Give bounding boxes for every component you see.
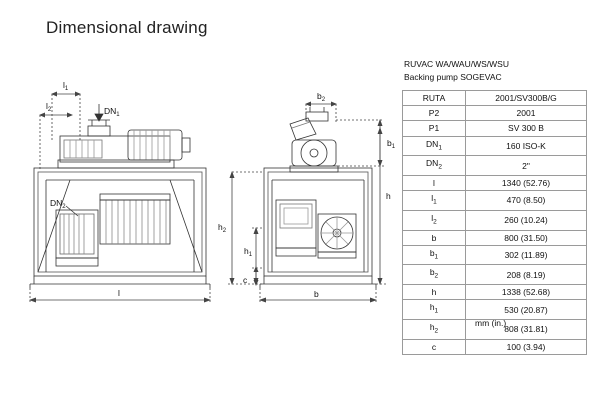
dim-l2 — [39, 113, 73, 171]
table-row — [403, 191, 587, 211]
front-view-cooler — [100, 194, 170, 244]
row-value-l1: 470 (8.50) — [466, 191, 587, 211]
row-value-b1: 302 (11.89) — [466, 245, 587, 265]
dim-l — [29, 288, 211, 304]
row-value-c: 100 (3.94) — [466, 339, 587, 354]
front-view-backing-pump — [56, 210, 98, 266]
dim-h — [376, 127, 386, 285]
label-dn1: $DN_1$ — [104, 106, 120, 118]
row-key-dn2: $DN_2$ — [403, 156, 466, 176]
table-row — [403, 106, 587, 121]
dim-h2 — [228, 171, 264, 285]
units-note: mm (in.) — [475, 318, 507, 328]
spec-table-block — [402, 58, 587, 355]
row-key-l1: $l_1$ — [403, 191, 466, 211]
row-key-h1: $h_1$ — [403, 300, 466, 320]
side-view-components — [276, 200, 356, 258]
label-l: l — [118, 288, 120, 298]
table-row — [403, 339, 587, 354]
row-value-h2: 808 (31.81) — [466, 319, 587, 339]
row-key-l2: $l_2$ — [403, 210, 466, 230]
dim-c — [252, 266, 264, 286]
row-key-p2: P2 — [403, 106, 466, 121]
table-row — [403, 175, 587, 190]
row-value-b2: 208 (8.19) — [466, 265, 587, 285]
row-value-dn2: 2" — [466, 156, 587, 176]
row-key-dn1: $DN_1$ — [403, 136, 466, 156]
label-l1: $l_1$ — [63, 80, 69, 92]
table-row — [403, 265, 587, 285]
label-b1: $b_1$ — [387, 138, 396, 150]
label-b: b — [314, 289, 319, 299]
row-value-p2: 2001 — [466, 106, 587, 121]
row-key-p1: P1 — [403, 121, 466, 136]
label-h: h — [386, 191, 391, 201]
table-header-row — [403, 91, 587, 106]
row-key-b: b — [403, 230, 466, 245]
row-value-l2: 260 (10.24) — [466, 210, 587, 230]
table-row — [403, 156, 587, 176]
table-row — [403, 285, 587, 300]
row-key-h2: $h_2$ — [403, 319, 466, 339]
table-row — [403, 230, 587, 245]
label-dn2: $DN_2$ — [50, 198, 66, 210]
table-caption-line2: Backing pump SOGEVAC — [404, 72, 502, 82]
row-value-h: 1338 (52.68) — [466, 285, 587, 300]
table-caption-line1: RUVAC WA/WAU/WS/WSU — [404, 59, 509, 69]
front-view-roots-pump — [58, 120, 190, 168]
dim-h1 — [252, 227, 264, 285]
table-row — [403, 300, 587, 320]
row-value-h1: 530 (20.87) — [466, 300, 587, 320]
dim-l1 — [51, 92, 81, 141]
row-key-b1: $b_1$ — [403, 245, 466, 265]
row-key-l: l — [403, 175, 466, 190]
table-header-key: RUTA — [403, 91, 466, 106]
label-l2: $l_2$ — [46, 101, 52, 113]
table-header-value: 2001/SV300B/G — [466, 91, 587, 106]
row-value-dn1: 160 ISO-K — [466, 136, 587, 156]
row-value-l: 1340 (52.76) — [466, 175, 587, 190]
table-row — [403, 136, 587, 156]
table-row — [403, 121, 587, 136]
spec-table — [402, 90, 587, 355]
page-title: Dimensional drawing — [46, 18, 208, 37]
label-h2: $h_2$ — [218, 222, 227, 234]
row-value-p1: SV 300 B — [466, 121, 587, 136]
front-view-frame — [30, 168, 210, 288]
table-row — [403, 245, 587, 265]
table-row — [403, 210, 587, 230]
dim-b1 — [336, 119, 384, 167]
label-b2: $b_2$ — [317, 91, 326, 103]
row-key-c: c — [403, 339, 466, 354]
label-h1: $h_1$ — [244, 246, 253, 258]
side-view-motor — [290, 107, 338, 172]
front-view-dn2-leader — [66, 206, 78, 216]
row-value-b: 800 (31.50) — [466, 230, 587, 245]
row-key-b2: $b_2$ — [403, 265, 466, 285]
front-view-dn1-arrow — [95, 104, 103, 121]
label-c: c — [243, 275, 248, 285]
row-key-h: h — [403, 285, 466, 300]
